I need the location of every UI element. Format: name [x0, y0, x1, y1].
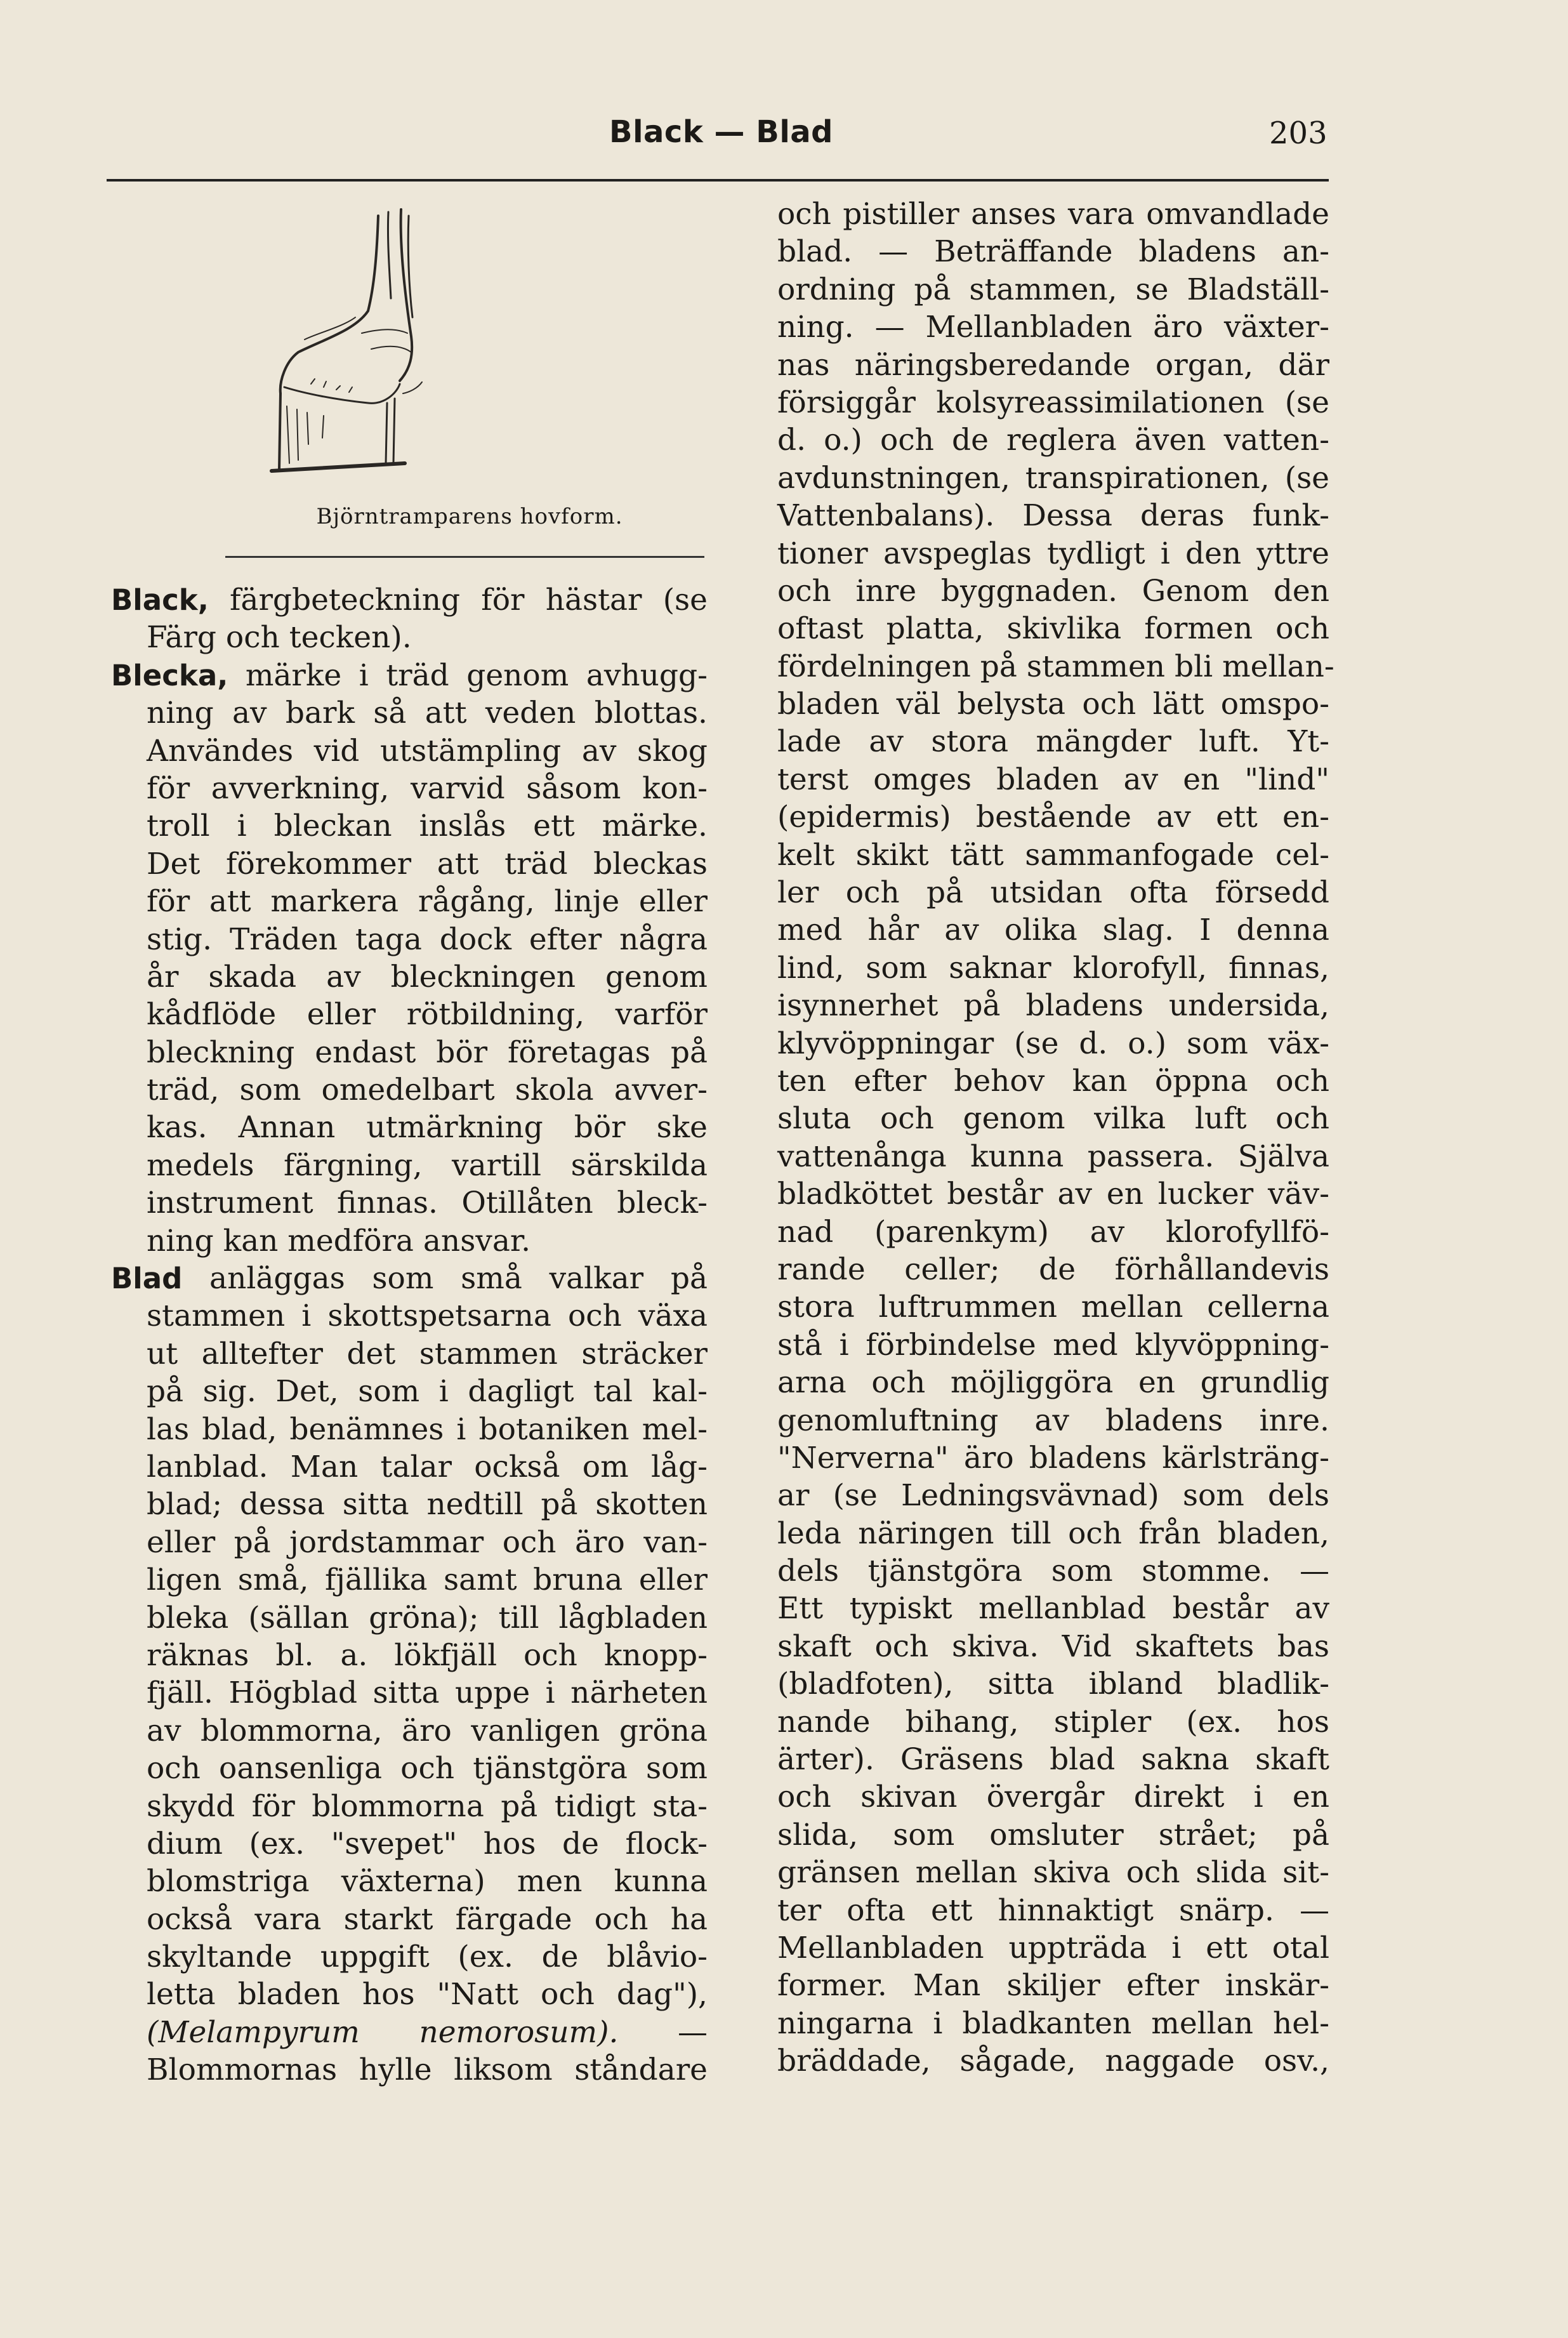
page-number: 203 — [1269, 116, 1328, 151]
text-line: dels tjänstgöra som stomme. — — [777, 1554, 1329, 1589]
text-line: former. Man skiljer efter inskär- — [777, 1968, 1329, 2004]
text-line: nande bihang, stipler (ex. hos — [777, 1704, 1329, 1740]
figure-caption: Björntramparens hovform. — [316, 504, 623, 529]
text-line: Ett typiskt mellanblad består av — [777, 1591, 1329, 1627]
entry-headword-black: Black, — [111, 583, 209, 617]
text-line: träd, som omedelbart skola avver- — [147, 1073, 708, 1108]
text-line: rande celler; de förhållandevis — [777, 1252, 1329, 1287]
text-line: (epidermis) bestående av ett en- — [777, 800, 1329, 835]
text-line: arna och möjliggöra en grundlig — [777, 1365, 1329, 1401]
text-line: isynnerhet på bladens undersida, — [777, 988, 1329, 1024]
text-line: för att markera rågång, linje eller — [147, 884, 708, 920]
text-line: lade av stora mängder luft. Yt- — [777, 724, 1329, 760]
text-line: ordning på stammen, se Bladställ- — [777, 272, 1329, 307]
text-line: terst omges bladen av en "lind" — [777, 762, 1329, 797]
text-line: (Melampyrum nemorosum). — — [147, 2014, 708, 2050]
text-line: bladköttet består av en lucker väv- — [777, 1177, 1329, 1212]
text-line: för avverkning, varvid såsom kon- — [147, 770, 708, 806]
text-line: Blad anläggas som små valkar på — [111, 1261, 708, 1297]
text-line: år skada av bleckningen genom — [147, 959, 708, 994]
text-line: letta bladen hos "Natt och dag"), — [147, 1977, 708, 2012]
entry-headword-blecka: Blecka, — [111, 658, 228, 692]
text-line: ter ofta ett hinnaktigt snärp. — — [777, 1892, 1329, 1928]
text-line: och inre byggnaden. Genom den — [777, 573, 1329, 609]
entry-headword-blad: Blad — [111, 1262, 183, 1296]
text-line: också vara starkt färgade och ha — [147, 1901, 708, 1937]
text-line: ar (se Ledningsvävnad) som dels — [777, 1478, 1329, 1514]
text-line: ärter). Gräsens blad sakna skaft — [777, 1742, 1329, 1778]
species-name-epithet: nemorosum). — [419, 2014, 619, 2050]
text-line: nad (parenkym) av klorofyllfö- — [777, 1214, 1329, 1250]
text-line: stora luftrummen mellan cellerna — [777, 1290, 1329, 1325]
text-line: oftast platta, skivlika formen och — [777, 611, 1329, 647]
text-line: på sig. Det, som i dagligt tal kal- — [147, 1374, 708, 1410]
text-line: och pistiller anses vara omvandlade — [777, 197, 1329, 232]
text-line: medels färgning, vartill särskilda — [147, 1147, 708, 1183]
text-line: ningarna i bladkanten mellan hel- — [777, 2005, 1329, 2041]
text-line: klyvöppningar (se d. o.) som väx- — [777, 1026, 1329, 1061]
text-line: eller på jordstammar och äro van- — [147, 1524, 708, 1560]
text-line: räknas bl. a. lökfjäll och knopp- — [147, 1637, 708, 1673]
text-line: blomstriga växterna) men kunna — [147, 1864, 708, 1899]
text-line: Blommornas hylle liksom ståndare — [147, 2052, 708, 2088]
figure-rule — [225, 556, 704, 558]
left-column — [111, 581, 708, 2089]
text-line: Black, färgbeteckning för hästar (se — [111, 583, 708, 618]
text-line: ning. — Mellanbladen äro växter- — [777, 310, 1329, 345]
bear-paw-hoof-sketch-icon — [241, 203, 470, 495]
text-line: Blecka, märke i träd genom avhugg- — [111, 657, 708, 693]
text-line: blad. — Beträffande bladens an- — [777, 234, 1329, 270]
text-line: skaft och skiva. Vid skaftets bas — [777, 1628, 1329, 1664]
text-line: troll i bleckan inslås ett märke. — [147, 809, 708, 844]
text-line: skyltande uppgift (ex. de blåvio- — [147, 1939, 708, 1975]
text-line: avdunstningen, transpirationen, (se — [777, 460, 1329, 496]
text-line: Färg och tecken). — [147, 620, 412, 656]
text-line: bleka (sällan gröna); till lågbladen — [147, 1600, 708, 1635]
text-line: och skivan övergår direkt i en — [777, 1780, 1329, 1815]
text-line: bleckning endast bör företagas på — [147, 1034, 708, 1070]
text-line: tioner avspeglas tydligt i den yttre — [777, 536, 1329, 571]
text-line: dium (ex. "svepet" hos de flock- — [147, 1826, 708, 1861]
text-line: Användes vid utstämpling av skog — [147, 733, 708, 769]
text-line: genomluftning av bladens inre. — [777, 1403, 1329, 1438]
text-line: och oansenliga och tjänstgöra som — [147, 1751, 708, 1787]
text-line: "Nerverna" äro bladens kärlsträng- — [777, 1440, 1329, 1476]
figure — [216, 203, 723, 558]
text-line: gränsen mellan skiva och slida sit- — [777, 1855, 1329, 1891]
text-line: av blommorna, äro vanligen gröna — [147, 1713, 708, 1748]
text-line: lind, som saknar klorofyll, finnas, — [777, 950, 1329, 986]
text-line: Det förekommer att träd bleckas — [147, 846, 708, 882]
text-line: vattenånga kunna passera. Själva — [777, 1139, 1329, 1174]
text-line: bladen väl belysta och lätt omspo- — [777, 687, 1329, 722]
right-column — [777, 195, 1334, 2080]
text-line: Mellanbladen uppträda i ett otal — [777, 1930, 1329, 1965]
text-line: (bladfoten), sitta ibland bladlik- — [777, 1667, 1329, 1702]
text-line: ut alltefter det stammen sträcker — [147, 1336, 708, 1371]
text-line: instrument finnas. Otillåten bleck- — [147, 1186, 708, 1221]
text-line: ligen små, fjällika samt bruna eller — [147, 1562, 708, 1598]
text-line: kas. Annan utmärkning bör ske — [147, 1110, 708, 1146]
text-line: las blad, benämnes i botaniken mel- — [147, 1411, 708, 1447]
text-line: försiggår kolsyreassimilationen (se — [777, 385, 1329, 420]
species-name-genus: (Melampyrum — [147, 2014, 360, 2050]
text-line: blad; dessa sitta nedtill på skotten — [147, 1487, 708, 1522]
text-line: kelt skikt tätt sammanfogade cel- — [777, 837, 1329, 873]
text-line: ning av bark så att veden blottas. — [147, 696, 708, 731]
running-header: Black — Blad — [609, 114, 834, 150]
text-line: ning kan medföra ansvar. — [147, 1223, 531, 1258]
text-line: stammen i skottspetsarna och växa — [147, 1298, 708, 1334]
text-line: ten efter behov kan öppna och — [777, 1063, 1329, 1099]
text-line: stå i förbindelse med klyvöppning- — [777, 1327, 1329, 1363]
text-line: skydd för blommorna på tidigt sta- — [147, 1788, 708, 1824]
text-line: ler och på utsidan ofta försedd — [777, 875, 1329, 911]
text-line: kådflöde eller rötbildning, varför — [147, 997, 708, 1033]
text-line: sluta och genom vilka luft och — [777, 1101, 1329, 1137]
text-line: fördelningen på stammen bli mellan- — [777, 649, 1334, 684]
text-line: bräddade, sågade, naggade osv., — [777, 2044, 1329, 2079]
text-line: fjäll. Högblad sitta uppe i närheten — [147, 1675, 708, 1711]
text-line: d. o.) och de reglera även vatten- — [777, 423, 1329, 458]
text-line: Vattenbalans). Dessa deras funk- — [777, 498, 1329, 534]
text-line: leda näringen till och från bladen, — [777, 1516, 1329, 1551]
text-line: lanblad. Man talar också om låg- — [147, 1449, 708, 1484]
text-line: nas näringsberedande organ, där — [777, 347, 1329, 383]
text-line: stig. Träden taga dock efter några — [147, 921, 708, 957]
text-line: slida, som omsluter strået; på — [777, 1817, 1329, 1853]
text-line: med hår av olika slag. I denna — [777, 913, 1329, 948]
header-rule — [107, 179, 1329, 182]
